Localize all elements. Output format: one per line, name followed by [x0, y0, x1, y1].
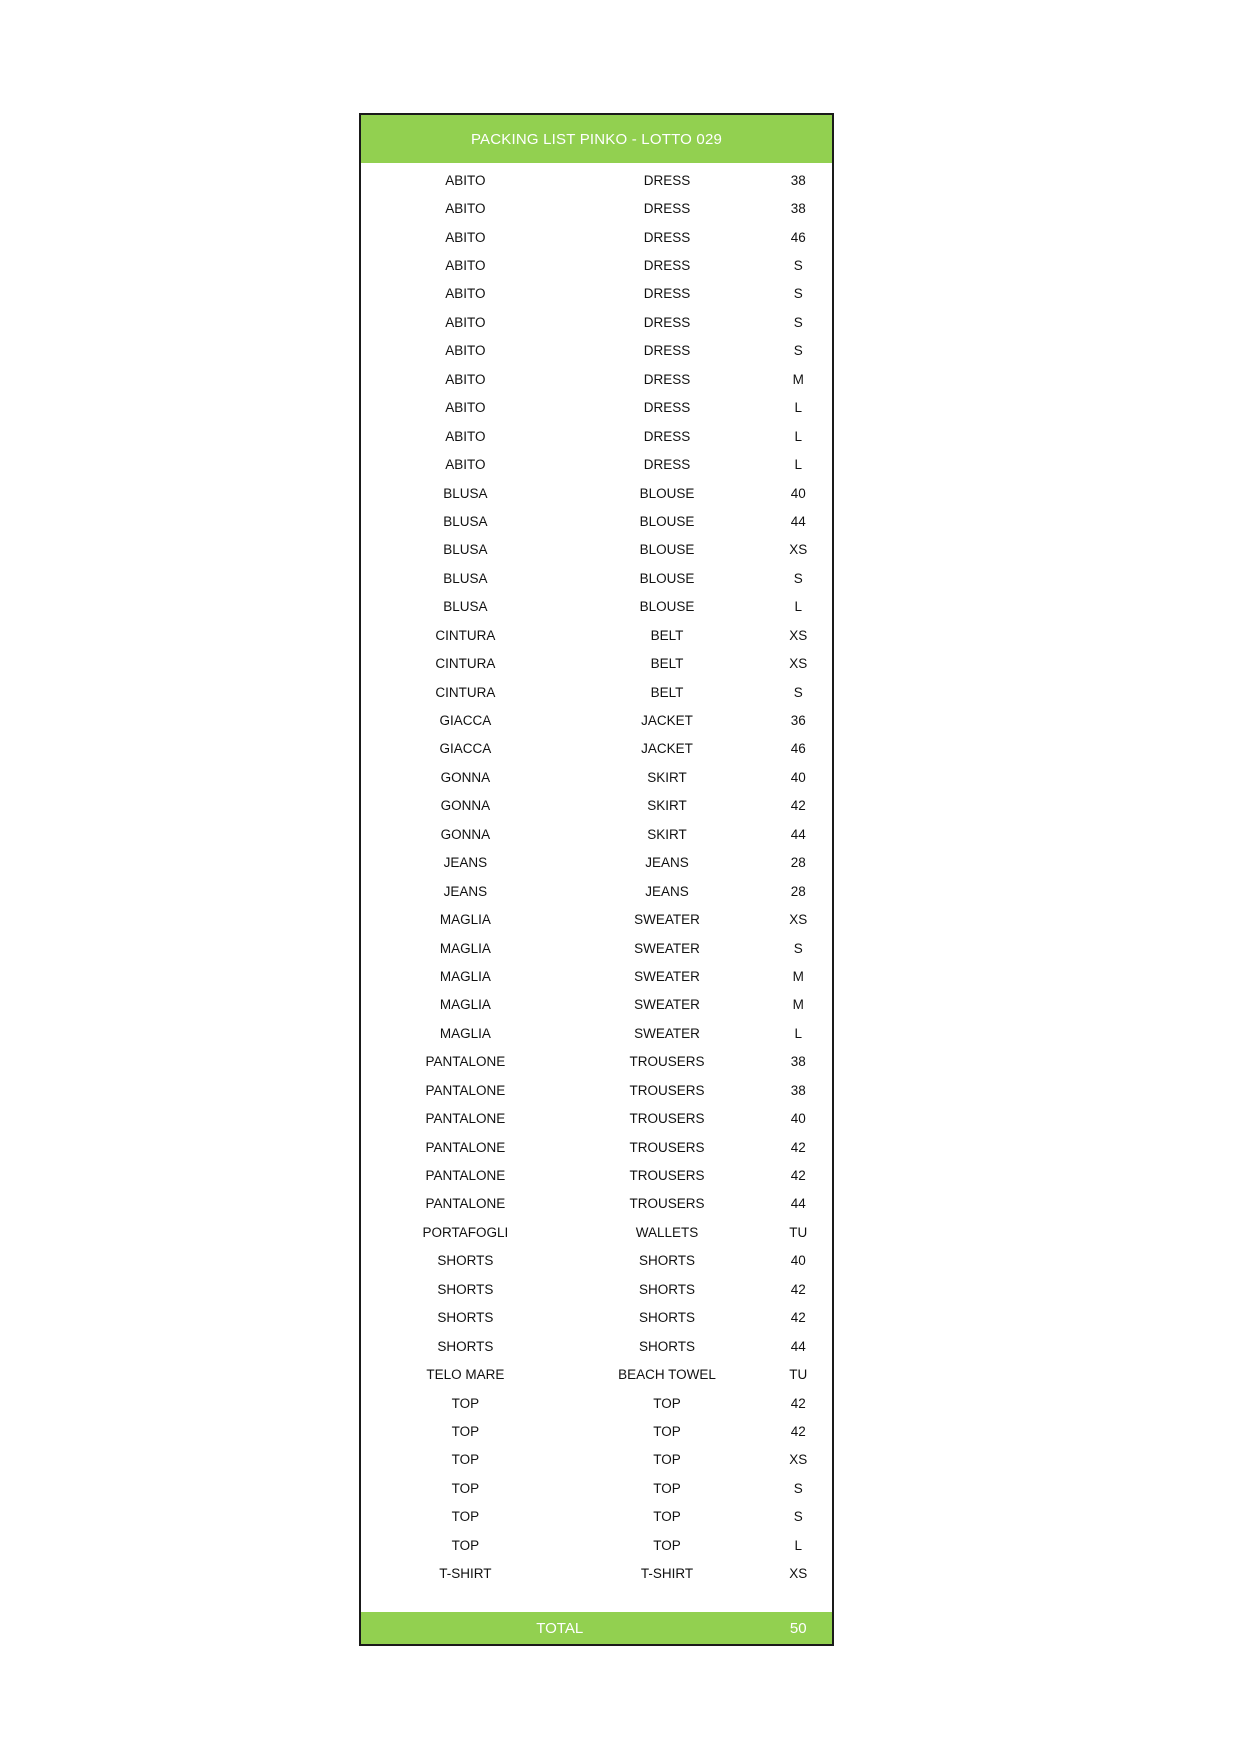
item-name-it: SHORTS: [437, 1310, 494, 1326]
item-name-it: TOP: [451, 1480, 480, 1496]
item-name-en: DRESS: [643, 314, 691, 330]
item-name-en: JEANS: [645, 883, 689, 899]
item-name-en: TROUSERS: [629, 1054, 705, 1070]
item-size: 42: [790, 1423, 806, 1439]
item-size: S: [793, 570, 803, 586]
item-name-en: SHORTS: [639, 1281, 696, 1297]
table-row: [361, 450, 832, 478]
table-row: [361, 735, 832, 763]
item-name-it: ABITO: [445, 457, 486, 473]
table-row: [361, 308, 832, 336]
item-name-en: SKIRT: [647, 769, 687, 785]
table-row: [361, 621, 832, 649]
item-name-en: JACKET: [641, 741, 693, 757]
table-row: [361, 1247, 832, 1275]
item-name-en: SHORTS: [639, 1338, 696, 1354]
table-row: [361, 1531, 832, 1559]
item-name-en: SWEATER: [634, 1025, 700, 1041]
item-size: 38: [790, 172, 806, 188]
item-name-en: DRESS: [643, 172, 691, 188]
item-name-en: T-SHIRT: [640, 1566, 694, 1582]
item-size: S: [793, 684, 803, 700]
item-size: 42: [790, 1168, 806, 1184]
table-row: [361, 1503, 832, 1531]
table-row: [361, 507, 832, 535]
item-size: 46: [790, 229, 806, 245]
item-name-en: TOP: [653, 1423, 681, 1439]
table-row: [361, 1559, 832, 1587]
item-size: S: [793, 314, 803, 330]
item-name-it: PORTAFOGLI: [422, 1224, 509, 1240]
item-size: 42: [790, 1281, 806, 1297]
table-row: [361, 649, 832, 677]
table-row: [361, 1076, 832, 1104]
item-name-en: SWEATER: [634, 968, 700, 984]
table-row: [361, 1275, 832, 1303]
table-row: [361, 706, 832, 734]
item-size: S: [793, 343, 803, 359]
item-name-it: GIACCA: [439, 741, 492, 757]
item-name-it: PANTALONE: [425, 1082, 506, 1098]
total-value: 50: [789, 1619, 807, 1637]
item-name-en: JACKET: [641, 713, 693, 729]
item-name-en: DRESS: [643, 286, 691, 302]
table-row: [361, 877, 832, 905]
table-row: [361, 593, 832, 621]
item-size: 38: [790, 1054, 806, 1070]
item-name-en: SHORTS: [639, 1310, 696, 1326]
table-row: [361, 1446, 832, 1474]
item-size: M: [792, 968, 804, 984]
item-name-it: ABITO: [445, 371, 486, 387]
item-size: TU: [789, 1224, 808, 1240]
item-size: XS: [789, 542, 808, 558]
item-name-it: JEANS: [443, 883, 488, 899]
item-name-en: TOP: [653, 1452, 681, 1468]
table-row: [361, 1104, 832, 1132]
item-size: L: [794, 599, 802, 615]
table-row: [361, 849, 832, 877]
item-name-en: DRESS: [643, 457, 691, 473]
item-name-it: PANTALONE: [425, 1168, 506, 1184]
item-name-en: DRESS: [643, 428, 691, 444]
packing-list-table: [359, 113, 834, 1646]
item-name-en: TROUSERS: [629, 1139, 705, 1155]
table-row: [361, 1019, 832, 1047]
item-name-it: MAGLIA: [439, 912, 491, 928]
table-row: [361, 1304, 832, 1332]
item-name-it: TOP: [451, 1395, 480, 1411]
item-name-en: TROUSERS: [629, 1082, 705, 1098]
item-name-it: MAGLIA: [439, 968, 491, 984]
item-name-it: JEANS: [443, 855, 488, 871]
item-name-en: JEANS: [645, 855, 689, 871]
item-name-it: GONNA: [440, 798, 491, 814]
item-name-en: DRESS: [643, 258, 691, 274]
table-row: [361, 962, 832, 990]
item-name-en: BLOUSE: [639, 542, 695, 558]
table-row: [361, 479, 832, 507]
item-name-en: SKIRT: [647, 798, 687, 814]
item-size: 44: [790, 826, 806, 842]
item-name-it: GONNA: [440, 769, 491, 785]
table-row: [361, 905, 832, 933]
item-size: 40: [790, 485, 806, 501]
item-name-en: SWEATER: [634, 997, 700, 1013]
table-row: [361, 280, 832, 308]
table-row: [361, 1417, 832, 1445]
total-row: [361, 1612, 832, 1644]
item-size: S: [793, 1480, 803, 1496]
item-name-it: PANTALONE: [425, 1139, 506, 1155]
item-name-it: TELO MARE: [426, 1367, 505, 1383]
item-name-it: MAGLIA: [439, 1025, 491, 1041]
table-row: [361, 422, 832, 450]
item-name-en: TOP: [653, 1509, 681, 1525]
item-size: 42: [790, 1139, 806, 1155]
table-row: [361, 1360, 832, 1388]
item-name-it: PANTALONE: [425, 1111, 506, 1127]
item-name-it: SHORTS: [437, 1338, 494, 1354]
item-name-it: MAGLIA: [439, 940, 491, 956]
item-name-it: TOP: [451, 1452, 480, 1468]
item-name-en: SHORTS: [639, 1253, 696, 1269]
table-row: [361, 1332, 832, 1360]
item-name-it: BLUSA: [443, 513, 488, 529]
item-name-en: BLOUSE: [639, 513, 695, 529]
item-size: 44: [790, 513, 806, 529]
item-size: 44: [790, 1196, 806, 1212]
item-name-en: DRESS: [643, 201, 691, 217]
item-size: L: [794, 1537, 802, 1553]
item-size: M: [792, 997, 804, 1013]
item-size: 44: [790, 1338, 806, 1354]
item-name-it: TOP: [451, 1509, 480, 1525]
item-name-en: BLOUSE: [639, 485, 695, 501]
item-name-en: TOP: [653, 1537, 681, 1553]
item-name-en: WALLETS: [635, 1224, 699, 1240]
item-size: L: [794, 400, 802, 416]
item-name-it: BLUSA: [443, 570, 488, 586]
table-row: [361, 1048, 832, 1076]
item-name-en: TROUSERS: [629, 1196, 705, 1212]
item-size: 46: [790, 741, 806, 757]
item-size: TU: [789, 1367, 808, 1383]
item-name-it: ABITO: [445, 201, 486, 217]
item-size: L: [794, 428, 802, 444]
item-size: 38: [790, 201, 806, 217]
table-row: [361, 991, 832, 1019]
item-name-it: PANTALONE: [425, 1196, 506, 1212]
item-name-it: ABITO: [445, 258, 486, 274]
item-name-it: ABITO: [445, 314, 486, 330]
item-name-it: ABITO: [445, 343, 486, 359]
item-name-en: BELT: [650, 684, 684, 700]
table-row: [361, 337, 832, 365]
table-row: [361, 194, 832, 222]
item-size: 42: [790, 1395, 806, 1411]
item-name-en: TROUSERS: [629, 1111, 705, 1127]
table-row: [361, 251, 832, 279]
item-name-it: T-SHIRT: [439, 1566, 492, 1582]
item-name-en: DRESS: [643, 229, 691, 245]
table-row: [361, 1218, 832, 1246]
table-row: [361, 536, 832, 564]
item-name-en: SWEATER: [634, 940, 700, 956]
table-row: [361, 792, 832, 820]
item-size: L: [794, 457, 802, 473]
item-size: 40: [790, 1111, 806, 1127]
item-size: S: [793, 940, 803, 956]
table-row: [361, 678, 832, 706]
item-size: M: [792, 371, 804, 387]
item-name-en: TOP: [653, 1480, 681, 1496]
item-name-en: TOP: [653, 1395, 681, 1411]
item-name-it: CINTURA: [435, 627, 496, 643]
item-size: 42: [790, 1310, 806, 1326]
table-row: [361, 365, 832, 393]
item-size: L: [794, 1025, 802, 1041]
table-row: [361, 763, 832, 791]
table-row: [361, 820, 832, 848]
table-row: [361, 934, 832, 962]
item-size: S: [793, 258, 803, 274]
table-row: [361, 1190, 832, 1218]
item-name-it: BLUSA: [443, 485, 488, 501]
total-label: TOTAL: [536, 1619, 584, 1637]
item-size: 28: [790, 855, 806, 871]
item-name-it: CINTURA: [435, 656, 496, 672]
item-name-it: TOP: [451, 1423, 480, 1439]
table-row: [361, 1161, 832, 1189]
item-name-it: ABITO: [445, 172, 486, 188]
item-name-it: ABITO: [445, 400, 486, 416]
table-title: PACKING LIST PINKO - LOTTO 029: [361, 115, 832, 163]
item-size: 28: [790, 883, 806, 899]
item-name-it: GIACCA: [439, 713, 492, 729]
table-row: [361, 1133, 832, 1161]
table-row: [361, 564, 832, 592]
item-size: 40: [790, 769, 806, 785]
item-name-en: SWEATER: [634, 912, 700, 928]
item-name-it: ABITO: [445, 229, 486, 245]
item-size: XS: [789, 656, 808, 672]
item-name-en: TROUSERS: [629, 1168, 705, 1184]
item-name-it: MAGLIA: [439, 997, 491, 1013]
item-name-it: TOP: [451, 1537, 480, 1553]
table-row: [361, 1474, 832, 1502]
item-size: XS: [789, 627, 808, 643]
item-name-en: DRESS: [643, 343, 691, 359]
item-size: XS: [789, 912, 808, 928]
item-name-it: SHORTS: [437, 1253, 494, 1269]
item-name-en: BLOUSE: [639, 599, 695, 615]
item-size: 42: [790, 798, 806, 814]
item-name-en: BELT: [650, 656, 684, 672]
item-name-en: BELT: [650, 627, 684, 643]
item-size: 40: [790, 1253, 806, 1269]
item-name-it: ABITO: [445, 428, 486, 444]
item-size: XS: [789, 1566, 808, 1582]
item-name-en: DRESS: [643, 400, 691, 416]
item-name-it: BLUSA: [443, 542, 488, 558]
table-row: [361, 166, 832, 194]
item-size: S: [793, 1509, 803, 1525]
item-size: S: [793, 286, 803, 302]
item-name-it: GONNA: [440, 826, 491, 842]
item-name-it: ABITO: [445, 286, 486, 302]
item-name-it: CINTURA: [435, 684, 496, 700]
item-size: 36: [790, 713, 806, 729]
item-name-en: DRESS: [643, 371, 691, 387]
item-size: XS: [789, 1452, 808, 1468]
item-name-it: BLUSA: [443, 599, 488, 615]
table-row: [361, 223, 832, 251]
table-row: [361, 1389, 832, 1417]
item-name-it: SHORTS: [437, 1281, 494, 1297]
item-name-en: BLOUSE: [639, 570, 695, 586]
item-name-en: SKIRT: [647, 826, 687, 842]
table-row: [361, 394, 832, 422]
item-rows: [361, 163, 832, 1588]
item-name-en: BEACH TOWEL: [618, 1367, 716, 1383]
item-size: 38: [790, 1082, 806, 1098]
item-name-it: PANTALONE: [425, 1054, 506, 1070]
